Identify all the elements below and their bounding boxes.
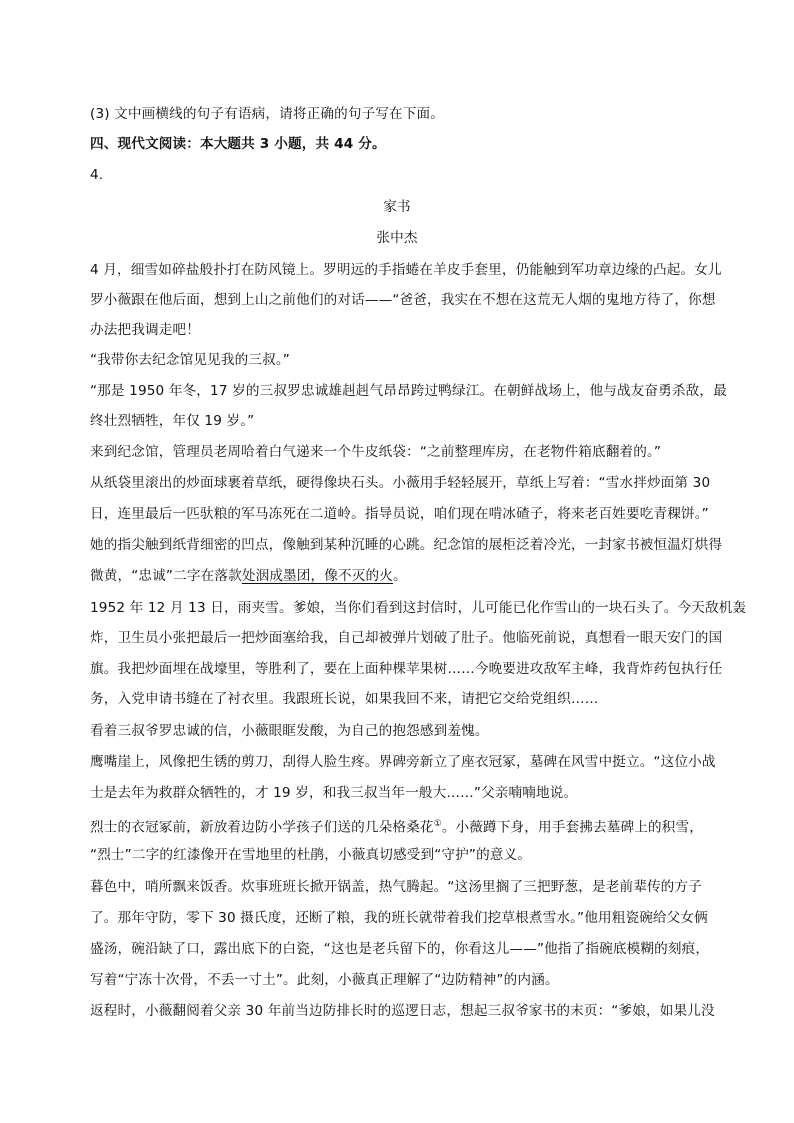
article-author: 张中杰 — [376, 230, 418, 246]
paragraph-line: 写着“宁冻十次骨，不丢一寸土”。此刻，小薇真正理解了“边防精神”的内涵。 — [90, 972, 559, 988]
paragraph-line-with-footnote — [90, 814, 730, 838]
letter-line: 旗。我把炒面埋在战壕里，等胜利了，要在上面种棵苹果树……今晚要进攻敌军主峰，我背炸药包执行任 — [90, 661, 723, 677]
letter-line: 务，入党申请书缝在了衬衣里。我跟班长说，如果我回不来，请把它交给党组织…… — [90, 691, 599, 707]
paragraph-line: “那是 1950 年冬，17 岁的三叔罗忠诚雄赳赳气昂昂跨过鸭绿江。在朝鲜战场上，他与战友奋勇杀敌，最 — [90, 383, 727, 399]
paragraph-line: 日，连里最后一匹驮粮的军马冻死在二道岭。指导员说，咱们现在啃冰碴子，将来老百姓要吃青稞饼。” — [90, 506, 709, 522]
paragraph-line: 了。那年守防，零下 30 摄氏度，还断了粮，我的班长就带着我们挖草根煮雪水。”他用粗瓷碗给父女俩 — [90, 910, 708, 926]
paragraph-line: “烈士”二字的红漆像开在雪地里的杜鹃，小薇真切感受到“守护”的意义。 — [90, 847, 532, 863]
question-3-text: (3) 文中画横线的句子有语病，请将正确的句子写在下面。 — [90, 106, 445, 122]
text-segment: 微黄，“忠诚”二字在落款 — [90, 568, 242, 584]
underlined-sentence: 处洇成墨团，像不灭的火 — [241, 568, 394, 584]
text-segment: 。小薇蹲下身，用手套拂去墓碑上的积雪， — [441, 819, 703, 836]
paragraph-line: 她的指尖触到纸背细密的凹点，像触到某种沉睡的心跳。纪念馆的展柜泛着冷光，一封家书被恒温灯烘得 — [90, 537, 723, 553]
paragraph-line: 来到纪念馆，管理员老周哈着白气递来一个牛皮纸袋：“之前整理库房，在老物件箱底翻着的。” — [90, 444, 662, 460]
paragraph-line: 鹰嘴崖上，风像把生锈的剪刀，刮得人脸生疼。界碑旁新立了座衣冠冢，墓碑在风雪中挺立。“这位小战 — [90, 754, 716, 770]
paragraph-line: 士是去年为救群众牺牲的，才 19 岁，和我三叔当年一般大……”父亲喃喃地说。 — [90, 785, 578, 801]
text-segment: 烈士的衣冠冢前，新放着边防小学孩子们送的几朵格桑花 — [90, 819, 434, 836]
text-segment: 。 — [393, 568, 407, 584]
paragraph-line: 终壮烈牺牲，年仅 19 岁。” — [90, 413, 255, 429]
paragraph-line: “我带你去纪念馆见见我的三叔。” — [90, 352, 290, 368]
article-title: 家书 — [383, 199, 411, 215]
paragraph-line: 罗小薇跟在他后面，想到上山之前他们的对话——“爸爸，我实在不想在这荒无人烟的鬼地方待了，你想 — [90, 292, 716, 308]
paragraph-line-with-underline — [90, 566, 730, 586]
paragraph-line: 暮色中，哨所飘来饭香。炊事班班长掀开锅盖，热气腾起。“这汤里搁了三把野葱，是老前辈传的方子 — [90, 879, 702, 895]
letter-line: 1952 年 12 月 13 日，雨夹雪。爹娘，当你们看到这封信时，儿可能已化作雪山的一块石头了。今天敌机轰 — [90, 600, 747, 616]
letter-line: 炸，卫生员小张把最后一把炒面塞给我，自己却被弹片划破了肚子。他临死前说，真想看一眼天安门的国 — [90, 630, 723, 646]
paragraph-line: 盛汤，碗沿缺了口，露出底下的白瓷，“这也是老兵留下的，你看这儿——”他指了指碗底模糊的刻痕， — [90, 941, 710, 957]
paragraph-line: 看着三叔爷罗忠诚的信，小薇眼眶发酸，为自己的抱怨感到羞愧。 — [90, 723, 489, 739]
question-number: 4. — [90, 167, 104, 183]
paragraph-line: 返程时，小薇翻阅着父亲 30 年前当边防排长时的巡逻日志，想起三叔爷家书的末页：“爹娘，如果儿没 — [90, 1003, 715, 1019]
footnote-marker: ① — [433, 819, 442, 829]
section-heading: 四、现代文阅读：本大题共 3 小题，共 44 分。 — [90, 136, 386, 152]
paragraph-line: 4 月，细雪如碎盐般扑打在防风镜上。罗明远的手指蜷在羊皮手套里，仍能触到军功章边缘的凸起。女儿 — [90, 262, 722, 278]
paragraph-line: 办法把我调走吧！ — [90, 322, 200, 338]
paragraph-line: 从纸袋里滚出的炒面球裹着草纸，硬得像块石头。小薇用手轻轻展开，草纸上写着：“雪水拌炒面第 30 — [90, 475, 711, 491]
